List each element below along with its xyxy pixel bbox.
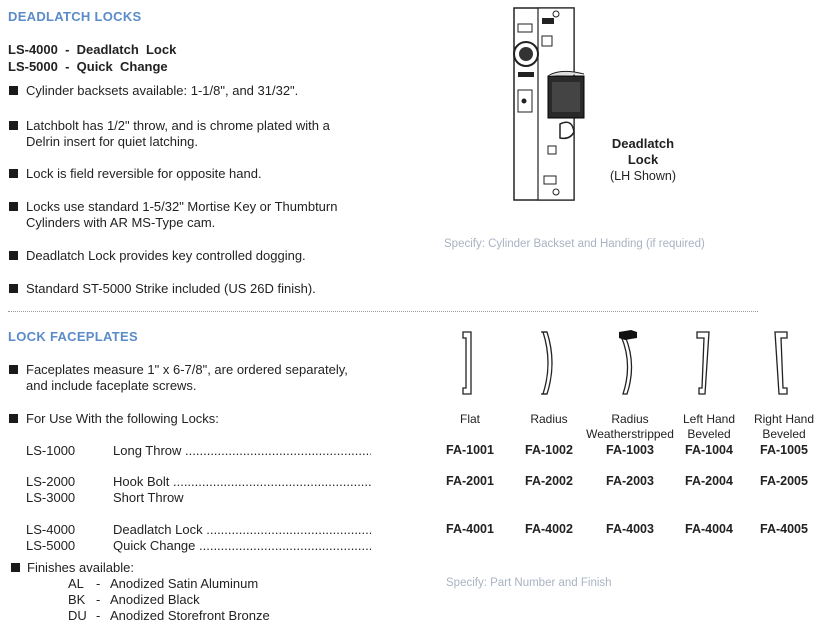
part-number: FA-1001	[446, 443, 494, 457]
bullet-icon	[9, 365, 18, 374]
part-number: FA-4004	[685, 522, 733, 536]
section-divider	[8, 311, 758, 312]
column-header	[585, 412, 675, 442]
lock-code: LS-1000	[26, 443, 76, 458]
deadlatch-bullet-5: Deadlatch Lock provides key controlled dogging.	[26, 248, 306, 263]
faceplates-specify-note: Specify: Part Number and Finish	[446, 577, 612, 589]
deadlatch-specify-note: Specify: Cylinder Backset and Handing (if required)	[444, 238, 705, 250]
bullet-icon	[9, 202, 18, 211]
deadlatch-bullet-1: Cylinder backsets available: 1-1/8", and 31/32".	[26, 83, 299, 98]
column-header	[504, 412, 594, 427]
model-line-1: LS-4000 - Deadlatch Lock	[8, 42, 177, 57]
bullet-icon	[9, 169, 18, 178]
faceplates-section-title: LOCK FACEPLATES	[8, 329, 138, 344]
column-header-line1: Radius	[611, 412, 649, 426]
finish-code: DU	[68, 608, 87, 623]
part-number: FA-4005	[760, 522, 808, 536]
finish-dash: -	[96, 576, 101, 591]
faceplate-radius-profile-icon	[533, 328, 563, 398]
part-number: FA-4002	[525, 522, 573, 536]
lock-desc: Quick Change .....	[113, 538, 371, 554]
column-header-line2: Beveled	[687, 427, 731, 441]
deadlatch-bullet-3: Lock is field reversible for opposite hand.	[26, 166, 262, 181]
lock-desc: Hook Bolt .....	[113, 474, 371, 490]
part-number: FA-1005	[760, 443, 808, 457]
faceplate-left-hand-beveled-profile-icon	[689, 328, 719, 398]
deadlatch-section-title: DEADLATCH LOCKS	[8, 9, 142, 24]
part-number: FA-4003	[606, 522, 654, 536]
bullet-icon	[9, 86, 18, 95]
part-number: FA-2004	[685, 474, 733, 488]
part-number: FA-1003	[606, 443, 654, 457]
part-number: FA-1002	[525, 443, 573, 457]
deadlatch-bullet-2: Latchbolt has 1/2" throw, and is chrome plated with a Delrin insert for quiet latching.	[26, 118, 330, 149]
finish-code: BK	[68, 592, 86, 607]
lock-caption-title-1: Deadlatch	[611, 136, 675, 151]
column-header-line2: Weatherstripped	[586, 427, 674, 441]
deadlatch-bullet-6: Standard ST-5000 Strike included (US 26D finish).	[26, 281, 316, 296]
lock-caption-sub: (LH Shown)	[610, 169, 676, 183]
part-number: FA-2003	[606, 474, 654, 488]
faceplate-right-hand-beveled-profile-icon	[767, 328, 797, 398]
part-number: FA-2001	[446, 474, 494, 488]
finishes-title: Finishes available:	[27, 560, 134, 575]
faceplate-flat-profile-icon	[455, 328, 485, 398]
faceplates-bullet-2: For Use With the following Locks:	[26, 411, 219, 426]
faceplate-radius-weatherstripped-profile-icon	[611, 326, 645, 398]
column-header-line1: Radius	[530, 412, 568, 426]
part-number: FA-4001	[446, 522, 494, 536]
bullet-icon	[9, 284, 18, 293]
column-header-line1: Flat	[459, 412, 480, 426]
finish-name: Anodized Storefront Bronze	[110, 608, 270, 623]
bullet-icon	[9, 414, 18, 423]
finish-name: Anodized Black	[110, 592, 200, 607]
part-number: FA-2005	[760, 474, 808, 488]
lock-code: LS-3000	[26, 490, 76, 505]
bullet-icon	[11, 563, 20, 572]
bullet-icon	[9, 121, 18, 130]
bullet-icon	[9, 251, 18, 260]
finish-name: Anodized Satin Aluminum	[110, 576, 259, 591]
column-header	[425, 412, 515, 427]
column-header-line1: Right Hand	[753, 412, 815, 426]
deadlatch-bullet-4: Locks use standard 1-5/32" Mortise Key or Thumbturn Cylinders with AR MS-Type cam.	[26, 199, 338, 230]
lock-code: LS-4000	[26, 522, 76, 537]
lock-desc: Deadlatch Lock .....	[113, 522, 371, 538]
finish-dash: -	[96, 592, 101, 607]
lock-desc: Short Throw	[113, 490, 184, 505]
faceplates-bullet-1: Faceplates measure 1" x 6-7/8", are ordered separately, and include faceplate screws.	[26, 362, 348, 393]
column-header-line1: Left Hand	[682, 412, 736, 426]
model-line-2: LS-5000 - Quick Change	[8, 59, 168, 74]
deadlatch-lock-illustration	[508, 6, 588, 202]
lock-desc: Long Throw .....	[113, 443, 371, 459]
lock-code: LS-5000	[26, 538, 76, 553]
column-header-line2: Beveled	[762, 427, 806, 441]
part-number: FA-1004	[685, 443, 733, 457]
part-number: FA-2002	[525, 474, 573, 488]
finish-dash: -	[96, 608, 101, 623]
column-header	[739, 412, 821, 442]
finish-code: AL	[68, 576, 84, 591]
lock-caption-title-2: Lock	[627, 152, 659, 167]
lock-code: LS-2000	[26, 474, 76, 489]
